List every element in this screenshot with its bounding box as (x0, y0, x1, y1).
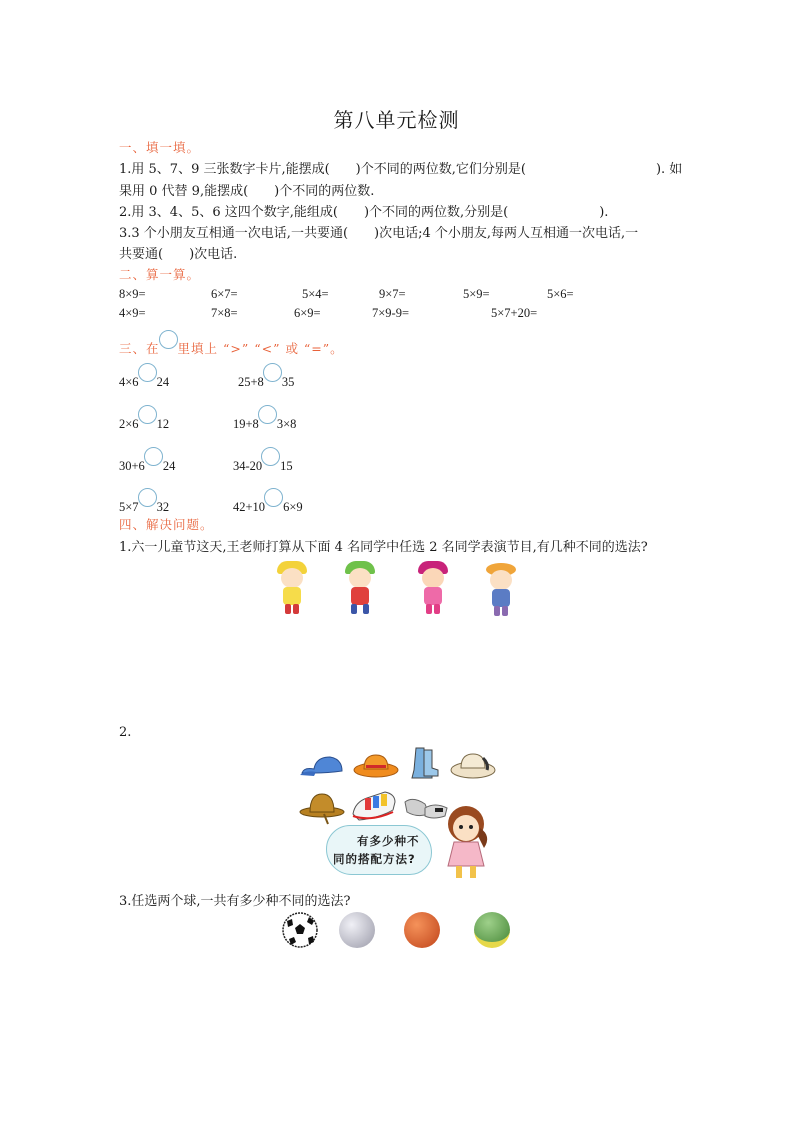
section-heading-fill: 一、填一填。 (119, 140, 201, 155)
compare-left: 5×7 (119, 500, 139, 514)
kid-pink-hat-image (413, 558, 453, 616)
kid-curly-hair-image (481, 560, 521, 618)
compare-item (233, 447, 293, 474)
basketball-icon (404, 912, 440, 948)
girl-thinking-image (440, 800, 496, 884)
q1-2-line1: 2.用 3、4、5、6 这四个数字,能组成( )个不同的两位数,分别是( ). (119, 205, 609, 220)
compare-item (119, 405, 169, 432)
q4-3: 3.任选两个球,一共有多少种不同的选法? (119, 894, 351, 909)
calc-item: 4×9= (119, 306, 146, 320)
calc-item: 6×9= (294, 306, 321, 320)
calc-item: 5×6= (547, 287, 574, 301)
orange-sun-hat-icon (352, 752, 400, 778)
calc-item: 9×7= (379, 287, 406, 301)
compare-item (119, 363, 169, 390)
q1-3-line1: 3.3 个小朋友互相通一次电话,一共要通( )次电话;4 个小朋友,每两人互相通一次电话,一 (119, 226, 639, 241)
bubble-line2: 同的搭配方法? (333, 852, 416, 866)
bubble-line1: 有多少种不 (357, 834, 420, 848)
answer-circle[interactable] (138, 363, 157, 382)
compare-item (233, 488, 303, 515)
straw-hat-icon (449, 750, 497, 780)
speech-bubble (326, 825, 432, 875)
compare-item (233, 405, 296, 432)
compare-right: 24 (156, 375, 170, 389)
compare-item (119, 447, 175, 474)
calc-item: 5×7+20= (491, 306, 538, 320)
rain-boots-icon (408, 746, 440, 780)
kid-green-hat-image (340, 558, 380, 616)
q4-1: 1.六一儿童节这天,王老师打算从下面 4 名同学中任选 2 名同学表演节目,有几种不同的选法? (119, 540, 648, 555)
answer-circle[interactable] (263, 363, 282, 382)
compare-left: 19+8 (233, 417, 259, 431)
compare-right: 32 (156, 500, 170, 514)
compare-left: 30+6 (119, 459, 145, 473)
calc-item: 6×7= (211, 287, 238, 301)
calc-item: 7×9-9= (372, 306, 410, 320)
page-title: 第八单元检测 (333, 108, 460, 132)
soccer-ball-icon (281, 911, 319, 949)
compare-right: 15 (280, 459, 293, 473)
compare-left: 25+8 (238, 375, 264, 389)
answer-circle[interactable] (258, 405, 277, 424)
compare-right: 3×8 (276, 417, 297, 431)
compare-right: 6×9 (283, 500, 303, 514)
compare-left: 42+10 (233, 500, 266, 514)
heading-pre: 三、在 (119, 341, 160, 356)
colorful-sneakers-icon (349, 788, 399, 824)
compare-left: 4×6 (119, 375, 139, 389)
calc-item: 7×8= (211, 306, 238, 320)
calc-item: 5×4= (302, 287, 329, 301)
compare-left: 2×6 (119, 417, 139, 431)
calc-item: 5×9= (463, 287, 490, 301)
globe-ball-icon (474, 912, 510, 948)
circle-icon (159, 330, 178, 349)
volleyball-icon (339, 912, 375, 948)
section-heading-solve: 四、解决问题。 (119, 517, 214, 532)
calc-item: 8×9= (119, 287, 146, 301)
answer-circle[interactable] (144, 447, 163, 466)
section-heading-calc: 二、算一算。 (119, 267, 201, 282)
heading-post: 里填上 “>” “<” 或 “=”。 (177, 341, 344, 356)
compare-right: 35 (281, 375, 295, 389)
q1-1-line2: 果用 0 代替 9,能摆成( )个不同的两位数. (119, 184, 375, 199)
kid-yellow-hat-image (272, 558, 312, 616)
brown-hat-icon (298, 790, 346, 826)
blue-cap-icon (298, 753, 346, 779)
compare-right: 24 (162, 459, 176, 473)
compare-right: 12 (156, 417, 170, 431)
compare-left: 34-20 (233, 459, 263, 473)
answer-circle[interactable] (264, 488, 283, 507)
compare-item (238, 363, 294, 390)
answer-circle[interactable] (138, 405, 157, 424)
answer-circle[interactable] (261, 447, 280, 466)
q1-3-line2: 共要通( )次电话. (119, 247, 238, 262)
section-heading-compare (119, 330, 344, 357)
answer-circle[interactable] (138, 488, 157, 507)
q1-1-line1: 1.用 5、7、9 三张数字卡片,能摆成( )个不同的两位数,它们分别是( ). 如 (119, 162, 683, 177)
q4-2: 2. (119, 725, 132, 740)
compare-item (119, 488, 169, 515)
